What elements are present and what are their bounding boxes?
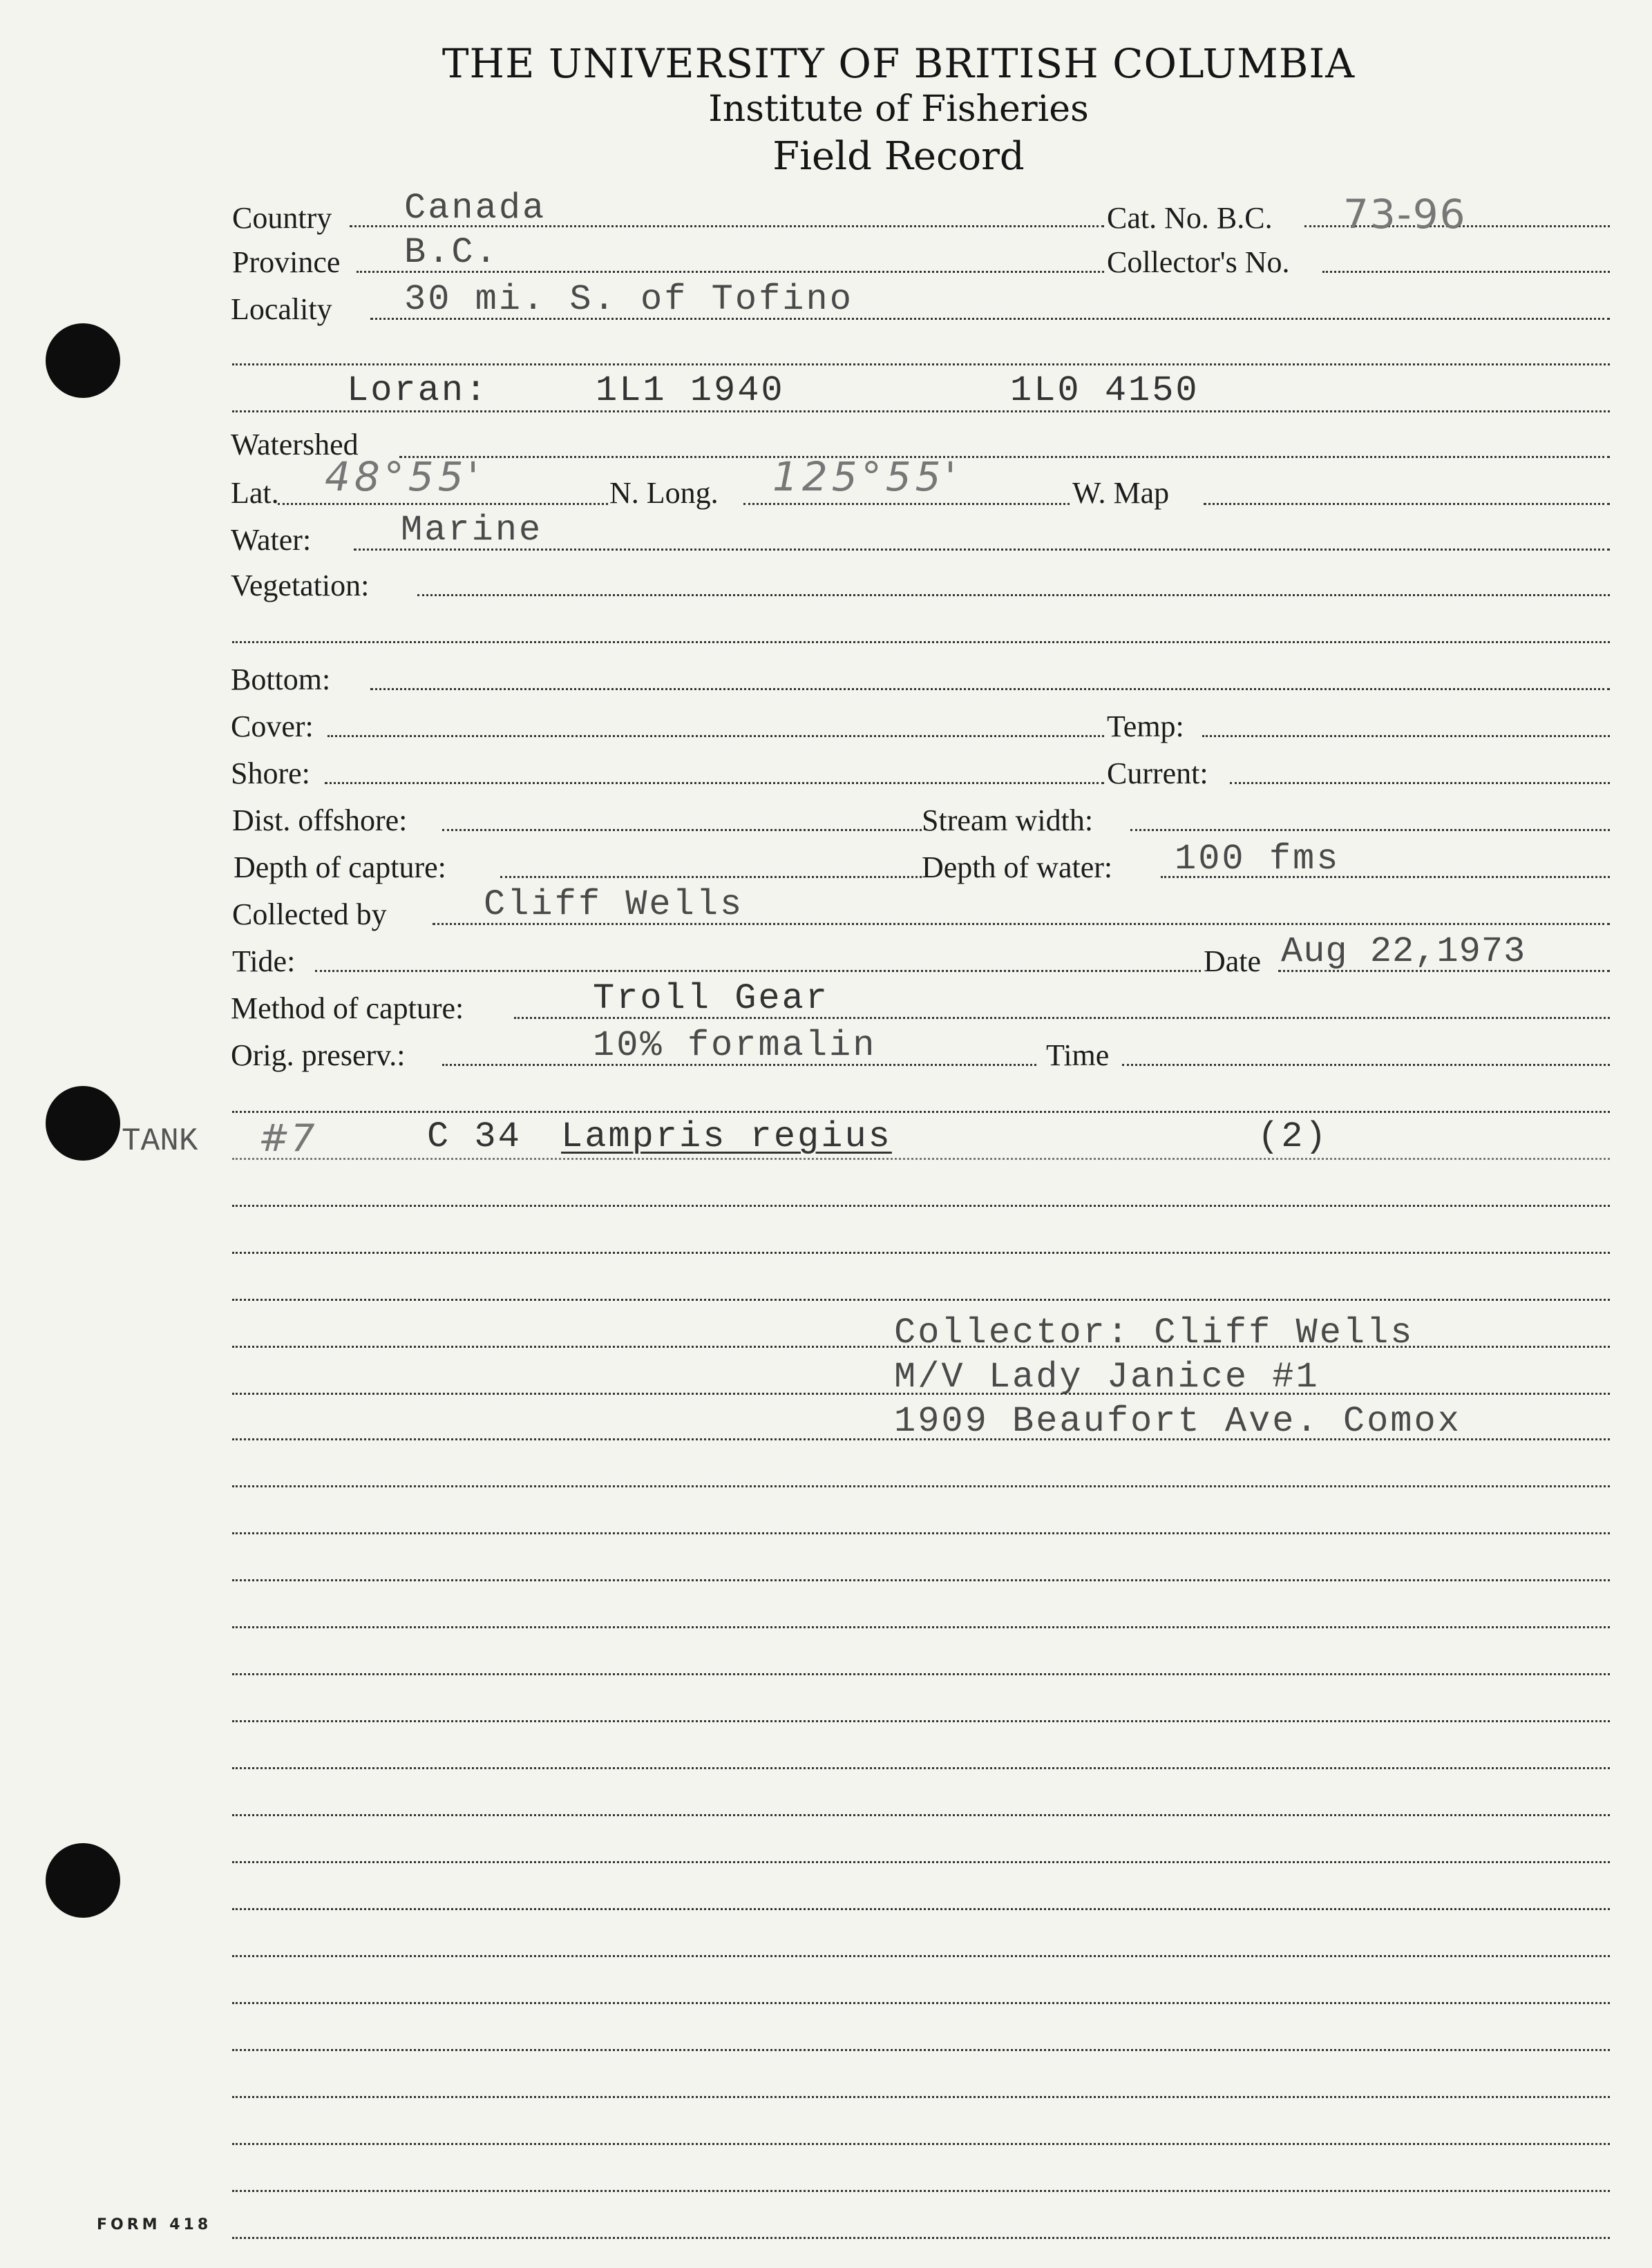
cat-no-value: 73-96 — [1343, 191, 1467, 238]
binder-hole-bottom — [46, 1843, 120, 1918]
depth-water-value: 100 fms — [1175, 839, 1340, 879]
notes-line-18 — [232, 2002, 1610, 2004]
province-label: Province — [232, 245, 341, 279]
w-map-line — [1204, 503, 1610, 505]
depth-capture-line — [500, 876, 922, 878]
watershed-line — [399, 456, 1610, 458]
notes-line-1 — [232, 1205, 1610, 1207]
dist-offshore-line — [442, 829, 922, 831]
depth-capture-label: Depth of capture: — [234, 850, 446, 884]
loran-label: Loran: — [347, 370, 489, 411]
blank-line-1 — [232, 1111, 1610, 1113]
depth-water-label: Depth of water: — [922, 850, 1113, 884]
notes-line-19 — [232, 2049, 1610, 2051]
collector-line-1: Collector: Cliff Wells — [894, 1313, 1414, 1353]
notes-line-14 — [232, 1814, 1610, 1816]
notes-line-15 — [232, 1861, 1610, 1863]
vegetation-continuation-line — [232, 641, 1610, 643]
locality-value: 30 mi. S. of Tofino — [404, 279, 853, 320]
specimen-line — [232, 1158, 1610, 1160]
collected-by-label: Collected by — [232, 897, 387, 931]
shore-line — [325, 782, 1104, 784]
country-label: Country — [232, 201, 332, 235]
bottom-line — [370, 688, 1610, 690]
current-label: Current: — [1107, 756, 1208, 790]
w-map-label: W. Map — [1072, 476, 1170, 510]
notes-line-2 — [232, 1252, 1610, 1254]
notes-line-4 — [232, 1346, 1610, 1348]
long-line — [743, 503, 1070, 505]
university-title: THE UNIVERSITY OF BRITISH COLUMBIA — [442, 40, 1356, 87]
tank-number: #7 — [258, 1116, 316, 1160]
notes-line-11 — [232, 1673, 1610, 1675]
institute-title: Institute of Fisheries — [708, 88, 1089, 130]
country-value: Canada — [404, 188, 547, 229]
locality-label: Locality — [231, 292, 332, 326]
notes-line-10 — [232, 1626, 1610, 1628]
lat-label: Lat. — [231, 476, 279, 510]
stream-width-label: Stream width: — [922, 803, 1094, 837]
cover-label: Cover: — [231, 709, 314, 743]
cover-line — [327, 735, 1104, 737]
collected-by-value: Cliff Wells — [484, 884, 744, 925]
date-value: Aug 22,1973 — [1281, 931, 1526, 972]
notes-line-20 — [232, 2096, 1610, 2098]
notes-line-12 — [232, 1720, 1610, 1722]
water-label: Water: — [231, 523, 312, 557]
collector-line-2: M/V Lady Janice #1 — [894, 1357, 1320, 1398]
notes-line-9 — [232, 1579, 1610, 1581]
notes-line-21 — [232, 2143, 1610, 2145]
notes-line-6 — [232, 1438, 1610, 1440]
orig-preserv-value: 10% formalin — [593, 1025, 877, 1066]
form-number: FORM 418 — [97, 2216, 212, 2233]
temp-label: Temp: — [1107, 709, 1184, 743]
temp-line — [1202, 735, 1610, 737]
water-value: Marine — [401, 510, 543, 551]
method-value: Troll Gear — [593, 978, 830, 1019]
notes-line-22 — [232, 2190, 1610, 2192]
binder-hole-middle — [46, 1086, 120, 1161]
method-label: Method of capture: — [231, 991, 464, 1025]
specimen-count: (2) — [1257, 1116, 1329, 1157]
dist-offshore-label: Dist. offshore: — [232, 803, 408, 837]
bottom-label: Bottom: — [231, 663, 331, 696]
date-label: Date — [1204, 944, 1262, 978]
time-label: Time — [1046, 1038, 1110, 1072]
tide-label: Tide: — [232, 944, 296, 978]
lat-value: 48°55' — [325, 453, 483, 500]
loran-line — [232, 410, 1610, 412]
n-long-label: N. Long. — [609, 476, 719, 510]
loran-value-1: 1L1 1940 — [596, 370, 785, 411]
collector-line-3: 1909 Beaufort Ave. Comox — [894, 1401, 1461, 1442]
notes-line-23 — [232, 2237, 1610, 2239]
watershed-label: Watershed — [231, 428, 359, 461]
shore-label: Shore: — [231, 756, 310, 790]
cat-no-label: Cat. No. B.C. — [1107, 201, 1273, 235]
tank-label: TANK — [122, 1123, 198, 1159]
stream-width-line — [1130, 829, 1610, 831]
tide-line — [315, 970, 1201, 972]
notes-line-7 — [232, 1485, 1610, 1487]
current-line — [1230, 782, 1610, 784]
collectors-no-line — [1322, 271, 1610, 273]
province-value: B.C. — [404, 232, 499, 273]
locality-continuation-line — [232, 363, 1610, 365]
notes-line-8 — [232, 1532, 1610, 1534]
binder-hole-top — [46, 323, 120, 398]
orig-preserv-label: Orig. preserv.: — [231, 1038, 406, 1072]
lat-line — [278, 503, 608, 505]
collectors-no-label: Collector's No. — [1107, 245, 1290, 279]
long-value: 125°55' — [772, 453, 960, 500]
vegetation-line — [417, 594, 1610, 596]
notes-line-17 — [232, 1955, 1610, 1957]
notes-line-5 — [232, 1393, 1610, 1395]
catalog-code: C 34 — [427, 1116, 522, 1157]
time-line — [1122, 1064, 1610, 1066]
notes-line-3 — [232, 1299, 1610, 1301]
notes-line-13 — [232, 1767, 1610, 1769]
notes-line-16 — [232, 1908, 1610, 1910]
species-name: Lampris regius — [561, 1116, 892, 1157]
loran-value-2: 1L0 4150 — [1010, 370, 1199, 411]
record-title: Field Record — [772, 134, 1025, 179]
vegetation-label: Vegetation: — [231, 569, 370, 602]
